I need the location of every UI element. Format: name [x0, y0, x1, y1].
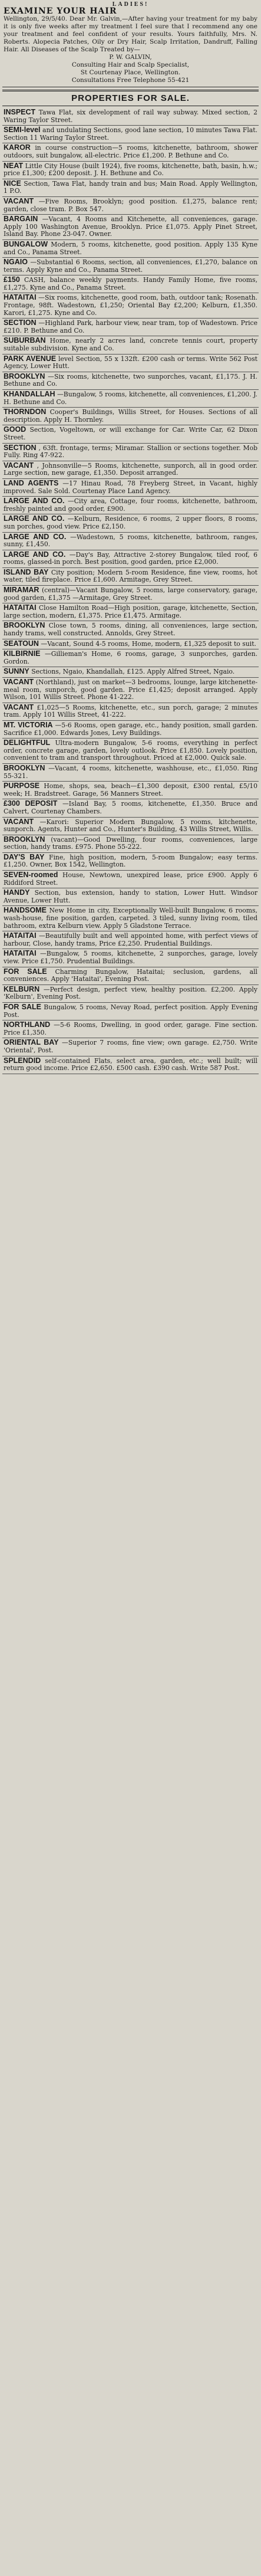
listing-lead: VACANT — [4, 461, 34, 470]
listing-item — [2, 1003, 259, 1020]
listing-text: —Kelburn, Residence, 6 rooms, 2 upper floors, 8 rooms, sun porches, good view. Price £2,150. — [4, 515, 258, 530]
listing-lead: PARK AVENUE — [4, 354, 57, 363]
listing-lead: LARGE AND CO. — [4, 514, 65, 523]
listing-item — [2, 108, 259, 126]
listing-text: £1,025—5 Rooms, kitchenette, etc., sun porch, garage; 2 minutes tram. Apply 101 Willis Street, 41-222. — [4, 703, 257, 719]
listing-text: Section, Tawa Flat, handy train and bus; Main Road. Apply Wellington, 1 P.O. — [4, 179, 257, 195]
listing-text: (central)—Vacant Bungalow, 5 rooms, large conservatory, garage, good garden, £1,375 —Armitage, Grey Street. — [4, 586, 258, 602]
listing-text: Fine, high position, modern, 5-room Bungalow; easy terms. £1,250. Owner, Box 1542, Wellington. — [4, 853, 258, 869]
listing-lead: BUNGALOW — [4, 239, 48, 248]
listing-item — [2, 355, 259, 372]
listing-text: —Bungalow, 5 rooms, kitchenette, 2 sunporches, garage, lovely view. Price £1,750. Prudential Buildings. — [4, 950, 257, 965]
listing-item — [2, 586, 259, 603]
listing-item — [2, 390, 259, 408]
listing-item — [2, 479, 259, 497]
listing-item — [2, 319, 259, 336]
listing-item — [2, 764, 259, 782]
listing-lead: £300 DEPOSIT — [4, 799, 58, 808]
listing-text: —Island Bay, 5 rooms, kitchenette, £1,350. Bruce and Calvert, Courtenay Chambers. — [4, 800, 257, 815]
listing-item — [2, 818, 259, 835]
listing-lead: THORNDON — [4, 408, 47, 416]
listing-item — [2, 162, 259, 179]
listing-lead: MT. VICTORIA — [4, 720, 53, 729]
listing-item — [2, 514, 259, 532]
listing-item — [2, 336, 259, 354]
listing-item — [2, 568, 259, 586]
listing-lead: HATAITAI — [4, 293, 37, 302]
listing-lead: NORTHLAND — [4, 1020, 51, 1029]
listing-lead: BROOKLYN — [4, 621, 45, 630]
listing-text: —Beautifully built and well appointed home, with perfect views of harbour, Close, handy trams, Price £2,250. Prudential Buildings. — [4, 932, 257, 947]
listing-item — [2, 425, 259, 443]
listing-item — [2, 215, 259, 240]
listing-item — [2, 799, 259, 817]
listing-text: Home, nearly 2 acres land, concrete tennis court, property suitable subdivision. Kyne and Co. — [4, 337, 258, 353]
listing-text: Ultra-modern Bungalow, 5-6 rooms, everything in perfect order, concrete garage, garden, lovely outlook. Price £1,850. Lovely position, convenient to tram and transport throughout. Priced at £2,000. Quick sale. — [4, 739, 257, 762]
listing-item — [2, 550, 259, 568]
listing-item — [2, 1020, 259, 1038]
listing-text: New Home in city, Exceptionally Well-built Bungalow, 6 rooms, wash-house, fine position, garden, carpeted. 3 tiled, sunny living room, tiled bathroom, extra Kelburn view. Apply 5 Gladstone Terrace. — [4, 907, 257, 930]
listing-lead: HANDY — [4, 888, 30, 897]
listing-text: , 63ft. frontage, terms; Miramar. Stallion or sections together. Mob Fully. Ring 47-922. — [4, 444, 258, 460]
ad-address: St Courtenay Place, Wellington. — [80, 69, 181, 76]
listing-lead: VACANT — [4, 817, 34, 826]
listing-lead: KHANDALLAH — [4, 390, 55, 398]
listing-item — [2, 603, 259, 621]
listing-text: Modern, 5 rooms, kitchenette, good position. Apply 135 Kyne and Co., Panama Street. — [4, 240, 257, 256]
listing-item — [2, 853, 259, 871]
listing-text: —Superior 7 rooms, fine view; own garage. £2,750. Write 'Oriental', Post. — [4, 1039, 257, 1054]
listing-lead: FOR SALE — [4, 967, 47, 976]
listing-lead: HATAITAI — [4, 949, 37, 958]
ad-headline: EXAMINE YOUR HAIR — [4, 6, 117, 16]
listing-text: —5-6 Rooms, Dwelling, in good order, garage. Fine section. Price £1,350. — [4, 1021, 257, 1036]
listing-item — [2, 967, 259, 985]
listing-text: Charming Bungalow, Hataitai; seclusion, gardens, all conveniences. Apply 'Hataitai', Evening Post. — [4, 967, 258, 983]
listing-text: —17 Hinau Road, 78 Freyberg Street, in Vacant, highly improved. Sale Sold. Courtenay Place Land Agency. — [4, 479, 257, 495]
examine-hair-ad — [2, 8, 259, 84]
listing-text: House, Newtown, unexpired lease, price £900. Apply 6 Riddiford Street. — [4, 871, 257, 887]
listing-lead: NEAT — [4, 161, 24, 170]
listing-text: —5-6 Rooms, open garage, etc., handy position, small garden. Sacrifice £1,000. Edwards Jones, Levy Buildings. — [4, 721, 258, 737]
listing-item — [2, 931, 259, 949]
listing-text: Sections, Ngaio, Khandallah, £125. Apply Alfred Street, Ngaio. — [31, 668, 235, 676]
listing-lead: £150 — [4, 275, 20, 284]
listing-text: Close Hamilton Road—High position, garage, kitchenette, Section, large section, modern, £1,375. Price £1,475. Armitage. — [4, 604, 257, 619]
listing-lead: MIRAMAR — [4, 586, 39, 595]
listing-text: CASH, balance weekly payments. Handy Family Home, five rooms, £1,275. Kyne and Co., Panama Street. — [4, 276, 257, 291]
listing-item — [2, 721, 259, 739]
listing-text: —Vacant, 4 rooms, kitchenette, washhouse, etc., £1,050. Ring 55-321. — [4, 764, 257, 780]
listing-lead: FOR SALE — [4, 1002, 42, 1011]
listing-text: —Vacant, 4 Rooms and Kitchenette, all conveniences, garage. Apply 100 Washington Avenue, Brooklyn. Price £1,075. Apply Pinet Street, Island Bay. Phone 23-047. Owner. — [4, 215, 257, 238]
listing-text: —Perfect design, perfect view, healthy position. £2,200. Apply 'Kelburn', Evening Post. — [4, 985, 257, 1001]
listing-item — [2, 678, 259, 703]
listing-text: self-contained Flats, select area, garden, etc.; well built; will return good income. Price £2,650. £500 cash. £390 cash. Write 587 Post. — [4, 1056, 257, 1072]
listing-lead: SPLENDID — [4, 1056, 41, 1065]
listing-lead: SECTION — [4, 319, 37, 327]
newspaper-page — [2, 0, 259, 2576]
listing-lead: VACANT — [4, 196, 34, 205]
listing-item — [2, 408, 259, 425]
listing-item — [2, 703, 259, 721]
listing-item — [2, 275, 259, 293]
listing-text: —Six rooms, kitchenette, two sunporches, vacant, £1,175. J. H. Bethune and Co. — [4, 372, 257, 388]
listing-lead: SEVEN-roomed — [4, 871, 58, 880]
listing-text: —City area, Cottage, four rooms, kitchenette, bathroom, freshly painted and good order, £900. — [4, 497, 258, 513]
listing-text: Cooper's Buildings, Willis Street, for Houses. Sections of all description. Apply H. Thornley. — [4, 408, 257, 424]
listing-item — [2, 533, 259, 550]
listing-lead: BROOKLYN — [4, 835, 45, 844]
listing-lead: BARGAIN — [4, 215, 38, 224]
ad-name: P. W. GALVIN, — [109, 54, 152, 61]
listing-lead: SEATOUN — [4, 639, 39, 648]
listing-lead: HANDSOME — [4, 906, 47, 915]
listing-lead: LAND AGENTS — [4, 478, 59, 487]
listing-lead: SECTION — [4, 443, 37, 452]
listing-text: —Wadestown, 5 rooms, kitchenette, bathroom, ranges, sunny, £1,450. — [4, 533, 258, 549]
listing-text: level Section, 55 x 132ft. £200 cash or terms. Write 562 Post Agency, Lower Hutt. — [4, 355, 257, 370]
listing-lead: ORIENTAL BAY — [4, 1038, 59, 1047]
listing-item — [2, 949, 259, 967]
listing-item — [2, 906, 259, 931]
listing-item — [2, 293, 259, 319]
listing-lead: DAY'S BAY — [4, 852, 45, 861]
listing-item — [2, 782, 259, 799]
listing-lead: GOOD — [4, 425, 27, 434]
listing-lead: KELBURN — [4, 985, 40, 993]
listing-text: —Day's Bay, Attractive 2-storey Bungalow, tiled roof, 6 rooms, glassed-in porch. Best position, good garden, price £2,000. — [4, 550, 257, 566]
listing-lead: HATAITAI — [4, 931, 37, 940]
listing-lead: NGAIO — [4, 258, 28, 267]
listing-lead: SUBURBAN — [4, 336, 46, 345]
listings-column — [2, 108, 259, 1074]
listing-lead: NICE — [4, 179, 21, 188]
listing-lead: KAROR — [4, 143, 31, 152]
listing-lead: HATAITAI — [4, 603, 37, 612]
listing-item — [2, 372, 259, 390]
listing-item — [2, 985, 259, 1003]
listing-text: —Highland Park, harbour view, near tram, top of Wadestown. Price £210. P. Bethune and Co. — [4, 319, 257, 334]
listing-text: Section, bus extension, handy to station, Lower Hutt. Windsor Avenue, Lower Hutt. — [4, 889, 257, 904]
listing-item — [2, 739, 259, 764]
section-heading: PROPERTIES FOR SALE. — [2, 90, 259, 106]
listing-lead: KILBIRNIE — [4, 649, 41, 658]
listing-text: —Bungalow, 5 rooms, kitchenette, all conveniences, £1,200. J. H. Bethune and Co. — [4, 390, 257, 406]
listing-text: Close town, 5 rooms, dining, all conveniences, large section, handy trams, well constructed. Annolds, Grey Street. — [4, 622, 257, 638]
listing-text: (vacant)—Good Dwelling, four rooms, conveniences, large section, handy trams. £975. Phone 55-222. — [4, 835, 257, 851]
listing-text: Home, shops, sea, beach—£1,300 deposit, £300 rental, £5/10 week; H. Bradstreet. Garage, 56 Manners Street. — [4, 782, 258, 798]
listing-item — [2, 240, 259, 258]
listing-item — [2, 1056, 259, 1074]
listing-lead: ISLAND BAY — [4, 567, 49, 576]
listing-item — [2, 197, 259, 215]
listing-lead: LARGE AND CO. — [4, 532, 67, 541]
listing-text: —Six rooms, kitchenette, good room, bath, outdoor tank; Rosenath. Frontage, 98ft. Wadestown, £1,250; Oriental Bay £2,200; Kelburn, £1,350. Karori, £1,275. Kyne and Co. — [4, 294, 257, 317]
ad-title: Consulting Hair and Scalp Specialist, — [71, 61, 190, 68]
listing-lead: LARGE AND CO. — [4, 497, 65, 506]
listing-text: , Johnsonville—5 Rooms, kitchenette, sunporch, all in good order. Large section, new garage, £1,350. Deposit arranged. — [4, 461, 258, 477]
listing-lead: BROOKLYN — [4, 763, 45, 772]
listing-item — [2, 1038, 259, 1056]
listing-text: in course construction—5 rooms, kitchenette, bathroom, shower outdoors, suit bungalow, all-electric. Price £1,200. P. Bethune and Co. — [4, 144, 257, 159]
listing-text: City position; Modern 5-room Residence, fine view, rooms, hot water, tiled fireplace. Price £1,600. Armitage, Grey Street. — [4, 568, 258, 584]
listing-item — [2, 258, 259, 275]
ad-body: Wellington, 29/5/40. Dear Mr. Galvin,—After having your treatment for my baby it is only five weeks after my treatment I feel sure that I recommend any one your treatment and feel confident of your results. Yours faithfully, Mrs. N. Roberts. Alopecia Patches, Oily or Dry Hair, Scalp Irritation, Dandruff, Falling Hair. All Diseases of the Scalp Treated by— — [4, 15, 257, 53]
listing-lead: SUNNY — [4, 667, 29, 676]
listing-item — [2, 888, 259, 906]
listing-text: —Vacant, Sound 4-5 rooms, Home, modern, £1,325 deposit to suit. — [41, 639, 256, 648]
listing-lead: SEMI-level — [4, 126, 41, 134]
listing-item — [2, 639, 259, 650]
listing-text: and undulating Sections, good lane section, 10 minutes Tawa Flat. Section 11 Waring Taylor Street. — [4, 126, 257, 142]
listing-lead: VACANT — [4, 703, 34, 711]
listing-item — [2, 179, 259, 197]
listing-text: Bungalow, 5 rooms, Nevay Road, perfect position. Apply Evening Post. — [4, 1003, 258, 1019]
listing-item — [2, 497, 259, 514]
listing-item — [2, 835, 259, 853]
listing-text: —Substantial 6 Rooms, section, all conveniences, £1,270, balance on terms. Apply Kyne and Co., Panama Street. — [4, 258, 257, 274]
listing-lead: INSPECT — [4, 108, 36, 116]
listing-item — [2, 621, 259, 639]
listing-lead: BROOKLYN — [4, 372, 45, 380]
listing-text: Section, Vogeltown, or will exchange for Car. Write Car, 62 Dixon Street. — [4, 426, 257, 441]
listing-item — [2, 126, 259, 143]
ad-hours: Consultations Free Telephone 55-421 — [71, 77, 190, 84]
listing-text: (Northland), just on market—3 bedrooms, lounge, large kitchenette-meal room, sunporch, good garden. Price £1,425; deposit arranged. Apply Wilson, 101 Willis Street. Phone 41-222. — [4, 678, 257, 701]
listing-text: Tawa Flat, six development of rail way subway. Mixed section, 2 Waring Taylor Street. — [4, 109, 257, 124]
listing-item — [2, 871, 259, 888]
listing-lead: VACANT — [4, 678, 34, 686]
listing-text: —Karori: Superior Modern Bungalow, 5 rooms, kitchenette, sunporch. Agents, Hunter and Co., Hunter's Building, 43 Willis Street, Willis. — [4, 818, 257, 833]
listing-lead: DELIGHTFUL — [4, 739, 51, 747]
listing-item — [2, 649, 259, 667]
listing-text: —Five Rooms, Brooklyn; good position. £1,275, balance rent; garden, close tram. P. Box 547. — [4, 197, 258, 213]
ladies-heading: LADIES! — [112, 1, 149, 8]
listing-lead: PURPOSE — [4, 782, 40, 790]
listing-item — [2, 461, 259, 479]
listing-text: —Gillieman's Home, 6 rooms, garage, 3 sunporches, garden. Gordon. — [4, 650, 258, 665]
listing-text: Little City House (built 1924), five rooms, kitchenette, bath, basin, h.w.; price £1,300; £200 deposit. J. H. Bethune and Co. — [4, 162, 257, 178]
listing-item — [2, 444, 259, 461]
listing-item — [2, 667, 259, 678]
listing-item — [2, 143, 259, 161]
listing-lead: LARGE AND CO. — [4, 550, 66, 559]
